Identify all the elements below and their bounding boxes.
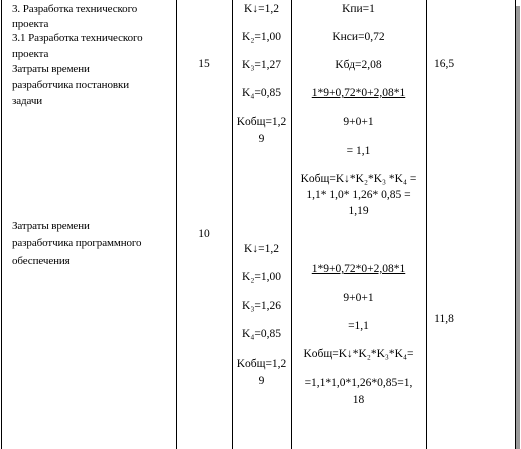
task1-label-cont: разработчика постановки — [12, 79, 129, 91]
coef-k4: K₄=0,85 — [242, 328, 281, 340]
substage-title-cont: проекта — [12, 48, 49, 60]
coef-kobsh-cont: 9 — [258, 375, 265, 387]
substage-title: 3.1 Разработка технического — [12, 32, 143, 44]
task2-hours: 10 — [198, 228, 210, 240]
kobsh-formula-cont: =1,1*1,0*1,26*0,85=1, — [304, 377, 413, 389]
formula-result: = 1,1 — [346, 145, 371, 157]
task2-total: 11,8 — [434, 313, 454, 325]
task2-label-cont: разработчика программного — [12, 237, 142, 249]
stage-title-cont: проекта — [12, 18, 49, 30]
table-shadow — [516, 6, 520, 449]
formula-denominator: 9+0+1 — [343, 116, 374, 128]
coef-k1: K↓=1,2 — [244, 3, 279, 15]
coef-kbd: Kбд=2,08 — [335, 59, 382, 71]
kobsh-formula: Kобщ=K↓*K₂*K₃*K₄= — [303, 348, 414, 360]
formula-numerator: 1*9+0,72*0+2,08*1 — [311, 87, 406, 99]
coef-k3: K₃=1,26 — [242, 300, 281, 312]
coef-k2: K₂=1,00 — [242, 31, 281, 43]
task1-hours: 15 — [198, 58, 210, 70]
task1-label-cont: задачи — [12, 95, 43, 107]
formula-result: =1,1 — [348, 320, 369, 332]
coef-k4: K₄=0,85 — [242, 87, 281, 99]
task2-label: Затраты времени — [12, 220, 90, 232]
kobsh-formula: Kобщ=K↓*K₂*K₃ *K₄ = — [300, 173, 417, 185]
task1-label: Затраты времени — [12, 63, 90, 75]
coef-k3: K₃=1,27 — [242, 59, 281, 71]
coef-knsi: Kнси=0,72 — [332, 31, 385, 43]
coef-k2: K₂=1,00 — [242, 271, 281, 283]
stage-title: 3. Разработка технического — [12, 3, 138, 15]
kobsh-formula-result: 18 — [352, 394, 365, 406]
formula-numerator: 1*9+0,72*0+2,08*1 — [311, 263, 406, 275]
task1-total: 16,5 — [433, 58, 455, 70]
coef-kpi: Kпи=1 — [342, 3, 375, 15]
task2-label-cont: обеспечения — [12, 255, 70, 267]
kobsh-formula-result: 1,19 — [348, 205, 369, 217]
coef-kobsh: Kобщ=1,2 — [236, 358, 287, 370]
coef-k1: K↓=1,2 — [244, 243, 279, 255]
coef-kobsh-cont: 9 — [258, 133, 265, 145]
column-divider — [1, 0, 2, 449]
formula-denominator: 9+0+1 — [343, 292, 374, 304]
kobsh-formula-cont: 1,1* 1,0* 1,26* 0,85 = — [306, 189, 411, 201]
coef-kobsh: Kобщ=1,2 — [236, 116, 287, 128]
